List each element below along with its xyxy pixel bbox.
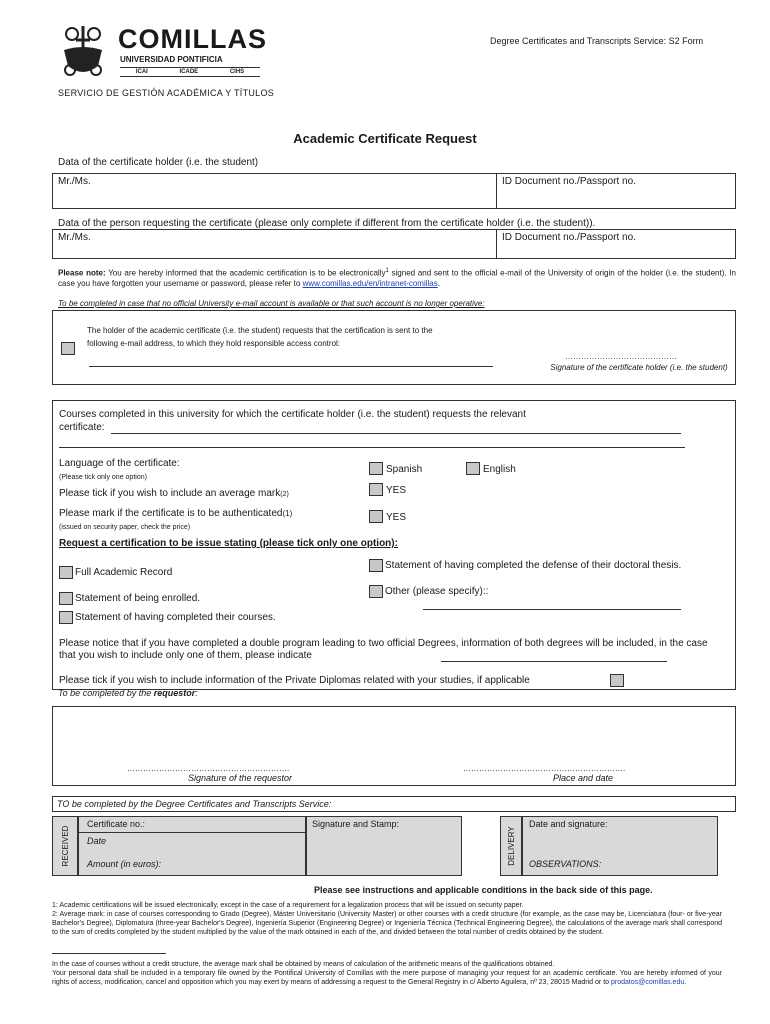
holder-name-field[interactable] (53, 174, 497, 208)
authenticate-label-text: Please mark if the certificate is to be authenticated (59, 508, 283, 519)
doctoral-label-text: Statement of having completed the defense of their doctoral thesis. (385, 560, 682, 571)
logo-tags (120, 67, 260, 77)
amount-label: Amount (in euros): (87, 859, 162, 869)
date-signature-label: Date and signature: (529, 819, 608, 829)
requester-name-label: Mr./Ms. (58, 232, 91, 243)
service-line: SERVICIO DE GESTIÓN ACADÉMICA Y TÍTULOS (58, 88, 275, 98)
email-box-signature-label: Signature of the certificate holder (i.e. the student) (550, 363, 728, 372)
form-reference: Degree Certificates and Transcripts Service: S2 Form (490, 36, 704, 46)
email-box (52, 310, 736, 385)
page-title: Academic Certificate Request (293, 131, 477, 146)
english-label: English (483, 464, 516, 475)
authenticate-label (59, 508, 292, 520)
privacy-end: . (684, 979, 687, 986)
courses-field-line2[interactable] (59, 447, 685, 448)
private-diplomas-checkbox[interactable] (610, 674, 624, 687)
email-request-checkbox[interactable] (61, 342, 75, 355)
footnote-1: 1: Academic certifications will be issued electronically, except in the case of a requirement for a legalization process that will be issued on security paper. (52, 902, 524, 909)
double-program-field-line[interactable] (441, 661, 667, 662)
note-text-a: You are hereby informed that the academic certification is to be electronically (105, 268, 386, 278)
certificate-no-divider (79, 832, 305, 833)
requestor-signature-dots[interactable]: ……………………………………………………. (127, 764, 290, 773)
privacy-email-link[interactable]: prodatos@comillas.edu (610, 979, 685, 986)
average-label-text: Please tick if you wish to include an average mark (59, 488, 281, 499)
service-heading (52, 796, 736, 812)
completed-checkbox[interactable] (59, 611, 73, 624)
requester-id-field[interactable] (498, 230, 735, 258)
university-logo (58, 22, 268, 82)
signature-stamp-label: Signature and Stamp: (312, 819, 400, 829)
request-box (52, 400, 736, 690)
signature-stamp-cell (306, 816, 462, 876)
logo-subtitle: UNIVERSIDAD PONTIFICIA (120, 55, 223, 64)
instructions-note: Please see instructions and applicable conditions in the back side of this page. (314, 885, 653, 895)
enrolled-label: Statement of being enrolled. (75, 593, 201, 604)
enrolled-checkbox[interactable] (59, 592, 73, 605)
delivery-fields-cell (522, 816, 718, 876)
other-field-line[interactable] (423, 609, 681, 610)
requester-name-field[interactable] (53, 230, 497, 258)
requestor-signature-label: Signature of the requestor (187, 773, 293, 783)
service-heading-text: TO be completed by the Degree Certificates and Transcripts Service: (57, 799, 332, 809)
other-label (369, 586, 489, 598)
certificate-no-label: Certificate no.: (87, 819, 146, 829)
courses-certificate-label: certificate: (59, 422, 105, 433)
language-hint: (Please tick only one option) (59, 474, 147, 481)
authenticate-yes: YES (386, 512, 407, 523)
privacy-notice (52, 969, 722, 987)
footnote-3: In the case of courses without a credit structure, the average mark shall be obtained by means of calculation of the arithmetic means of the qualifications obtained. (52, 961, 555, 968)
private-diplomas-label: Please tick if you wish to include information of the Private Diplomas related with your studies, if applicable (59, 675, 530, 686)
note-sup: 1 (385, 268, 389, 274)
logo-tag-cihs: CIHS (229, 69, 245, 75)
footnote-divider (52, 953, 166, 954)
received-date-label: Date (87, 836, 107, 846)
holder-heading: Data of the certificate holder (i.e. the student) (58, 157, 259, 168)
holder-id-label: ID Document no./Passport no. (502, 176, 636, 187)
note-italic: To be completed in case that no official University e-mail account is available or that such account is no longer operative: (58, 299, 485, 308)
average-label (59, 488, 289, 501)
footnote-2: 2: Average mark: in case of courses corresponding to Grado (Degree), Máster Universitario (University Master) or other courses with a credit structure (for example, as the case may be, Licenciatura (four- or five-year Bachelor's Degree), Diplomatura (three-year Bachelor's Degree), Ingeniería Superior (Engineering Degree) or Ingeniería Técnica (Technical Engineering Degree), the calculations of the average mark shall correspond to the sum of credits completed by the student multiplied by the value of the mark obtained in each of the, and divided between the total number of credits obtained by the student. (52, 911, 722, 936)
logo-tag-icai: ICAI (135, 69, 148, 75)
note-text-c: . (437, 278, 440, 288)
intranet-link[interactable]: www.comillas.edu/en/intranet-comillas (302, 278, 438, 288)
spanish-checkbox[interactable] (369, 462, 383, 475)
holder-box (52, 173, 736, 209)
authenticate-hint: (issued on security paper, check the price) (59, 524, 191, 531)
requestor-tail: : (195, 688, 198, 698)
average-yes: YES (386, 485, 407, 496)
authenticate-checkbox[interactable] (369, 510, 383, 523)
authenticate-ref: (1) (282, 509, 293, 518)
holder-id-field[interactable] (498, 174, 735, 208)
courses-field-line1[interactable] (111, 433, 681, 434)
coat-of-arms-icon (58, 22, 110, 80)
received-label-cell (52, 816, 78, 876)
email-box-line2: following e-mail address, to which they hold responsible access control: (87, 339, 341, 348)
full-record-label: Full Academic Record (75, 567, 173, 578)
doctoral-label (369, 560, 729, 572)
logo-tag-icade: ICADE (179, 69, 199, 75)
requester-heading: Data of the person requesting the certificate (please only complete if different from the certificate holder (i.e. the student)). (58, 218, 596, 229)
privacy-text: Your personal data shall be included in a temporary file owned by the Pontifical University of Comillas with the mere purpose of managing your request for an academic certificate. You are hereby informed of your rights of access, modification, cancel and opposition which you may exert by means of addressing a request to the General Registry in c/ Alberto Aguilera, nº 23, 28015 Madrid or to (52, 970, 722, 986)
note-lead: Please note: (58, 268, 106, 278)
received-label: RECEIVED (61, 825, 70, 867)
email-box-line1: The holder of the academic certificate (i.e. the student) requests that the certification is sent to the (87, 326, 433, 335)
received-fields-cell (78, 816, 306, 876)
requestor-lead: To be completed by the (58, 688, 154, 698)
holder-name-label: Mr./Ms. (58, 176, 91, 187)
requestor-heading (58, 688, 198, 699)
average-checkbox[interactable] (369, 483, 383, 496)
email-box-dots: …………………………………… (565, 352, 677, 361)
full-record-checkbox[interactable] (59, 566, 73, 579)
email-address-line[interactable] (89, 366, 493, 367)
requester-id-label: ID Document no./Passport no. (502, 232, 636, 243)
delivery-label: DELIVERY (507, 826, 516, 866)
average-ref: (2) (280, 491, 289, 498)
requestor-place-label: Place and date (552, 773, 614, 783)
observations-label: OBSERVATIONS: (529, 859, 602, 869)
requestor-bold: requestor (153, 688, 196, 698)
delivery-label-cell (500, 816, 522, 876)
request-heading: Request a certification to be issue stating (please tick only one option): (59, 538, 398, 549)
double-program-note: Please notice that if you have completed a double program leading to two official Degrees, information of both degrees will be included, in the case that you wish to include only one of them, please indicate (59, 638, 708, 661)
courses-line: Courses completed in this university for which the certificate holder (i.e. the student) requests the relevant (59, 409, 526, 420)
other-label-text: Other (please specify):: (385, 586, 489, 597)
note-text-b: signed and sent to the official e-mail of the University of origin of the holder (i.e. the student). In case you have forgotten your username or password, please refer to (58, 268, 736, 288)
requester-box (52, 229, 736, 259)
requestor-place-dots[interactable]: ……………………………………………………. (463, 764, 626, 773)
completed-label: Statement of having completed their courses. (75, 612, 276, 623)
requestor-box (52, 706, 736, 786)
spanish-label: Spanish (386, 464, 423, 475)
english-checkbox[interactable] (466, 462, 480, 475)
note-paragraph (58, 266, 736, 289)
logo-name: COMILLAS (118, 24, 267, 54)
language-label: Language of the certificate: (59, 458, 180, 469)
